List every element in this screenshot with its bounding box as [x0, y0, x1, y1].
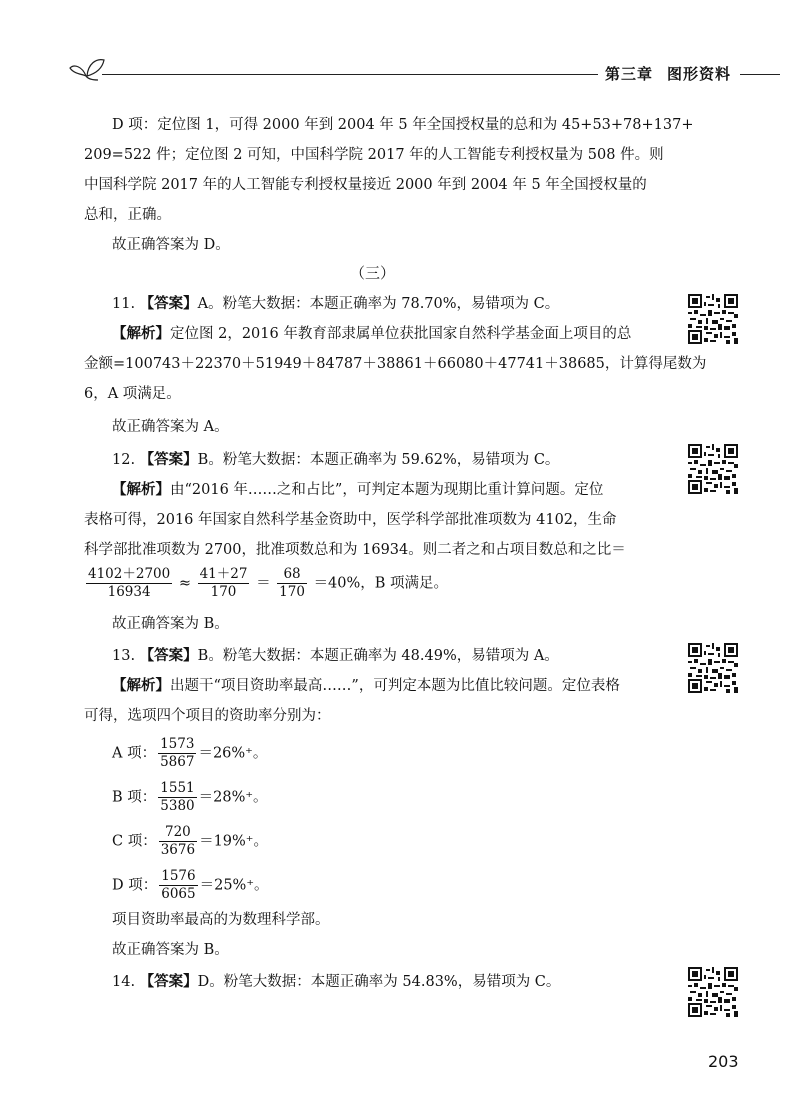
question-number: 13.	[112, 648, 136, 664]
fraction	[158, 736, 196, 771]
chapter-number: 第三章	[605, 65, 654, 83]
qr-code-icon	[688, 967, 738, 1017]
option-formula-a	[112, 736, 267, 771]
answer-text: B。粉笔大数据：本题正确率为 48.49%，易错项为 A。	[197, 648, 559, 664]
answer-line: 故正确答案为 D。	[112, 237, 230, 253]
qr-code-icon	[688, 294, 738, 344]
formula-line	[84, 566, 448, 601]
operator: ≈	[178, 575, 191, 592]
question-number: 11.	[112, 296, 136, 312]
paragraph-line: D 项：定位图 1，可得 2000 年到 2004 年 5 年全国授权量的总和为 45+53+78+137+	[112, 117, 694, 133]
denominator: 3676	[160, 842, 196, 858]
explanation-text: 定位图 2，2016 年教育部隶属单位获批国家自然科学基金面上项目的总	[170, 326, 632, 342]
numerator: 68	[277, 566, 307, 584]
option-label: D 项：	[112, 877, 158, 894]
question-14-answer	[112, 972, 560, 992]
explanation-text: 出题干“项目资助率最高……”，可判定本题为比值比较问题。定位表格	[170, 678, 620, 694]
chapter-title: 图形资料	[667, 65, 732, 83]
fraction	[277, 566, 307, 601]
fraction	[158, 780, 196, 815]
fraction	[86, 566, 172, 601]
operator: ＝	[256, 575, 271, 592]
numerator: 1573	[160, 736, 195, 752]
explanation-line: 6，A 项满足。	[84, 386, 181, 402]
answer-tag: 【答案】	[139, 296, 198, 312]
section-heading: （三）	[350, 264, 396, 282]
option-label: B 项：	[112, 789, 157, 806]
question-number: 14.	[112, 974, 136, 990]
formula-result: ＝40%，B 项满足。	[313, 575, 449, 592]
explanation-line	[112, 480, 603, 500]
answer-text: D。粉笔大数据：本题正确率为 54.83%，易错项为 C。	[197, 974, 561, 990]
option-label: C 项：	[112, 833, 157, 850]
option-formula-c	[112, 824, 268, 859]
explanation-tag: 【解析】	[112, 678, 170, 694]
explanation-line	[112, 676, 620, 696]
option-result: ＝26%⁺。	[198, 745, 268, 762]
option-formula-b	[112, 780, 268, 815]
explanation-line: 可得，选项四个项目的资助率分别为：	[84, 708, 331, 724]
answer-line: 故正确答案为 A。	[112, 419, 229, 435]
answer-tag: 【答案】	[139, 452, 198, 468]
answer-line: 故正确答案为 B。	[112, 942, 229, 958]
answer-line: 故正确答案为 B。	[112, 616, 229, 632]
option-result: ＝28%⁺。	[198, 789, 268, 806]
question-11-answer	[112, 294, 559, 314]
paragraph-line: 209=522 件；定位图 2 可知，中国科学院 2017 年的人工智能专利授权量为 508 件。则	[84, 147, 664, 163]
fraction	[159, 824, 197, 859]
denominator: 6065	[161, 886, 196, 902]
explanation-tag: 【解析】	[112, 326, 170, 342]
question-12-answer	[112, 450, 559, 470]
explanation-line: 项目资助率最高的为数理科学部。	[112, 912, 330, 928]
numerator: 1551	[160, 780, 195, 796]
answer-text: B。粉笔大数据：本题正确率为 59.62%，易错项为 C。	[197, 452, 560, 468]
paragraph-line: 中国科学院 2017 年的人工智能专利授权量接近 2000 年到 2004 年 5 年全国授权量的	[84, 177, 647, 193]
denominator: 5867	[160, 754, 195, 770]
numerator: 720	[159, 824, 197, 842]
option-result: ＝19%⁺。	[199, 833, 268, 850]
option-formula-d	[112, 868, 269, 903]
fraction	[198, 566, 250, 601]
question-13-answer	[112, 646, 559, 666]
explanation-line: 金额=100743＋22370＋51949＋84787＋38861＋66080＋47741＋38685，计算得尾数为	[84, 356, 707, 372]
answer-tag: 【答案】	[139, 648, 198, 664]
explanation-text: 由“2016 年……之和占比”，可判定本题为现期比重计算问题。定位	[170, 482, 604, 498]
explanation-line: 表格可得，2016 年国家自然科学基金资助中，医学科学部批准项数为 4102，生命	[84, 512, 617, 528]
answer-tag: 【答案】	[139, 974, 198, 990]
option-label: A 项：	[112, 745, 157, 762]
question-number: 12.	[112, 452, 136, 468]
numerator: 1576	[161, 868, 196, 884]
numerator: 41＋27	[199, 566, 248, 582]
paragraph-line: 总和，正确。	[84, 207, 171, 223]
explanation-line	[112, 324, 631, 344]
option-result: ＝25%⁺。	[199, 877, 269, 894]
page-number: 203	[708, 1052, 739, 1071]
explanation-tag: 【解析】	[112, 482, 170, 498]
qr-code-icon	[688, 643, 738, 693]
denominator: 5380	[160, 798, 195, 814]
denominator: 170	[279, 584, 305, 600]
numerator: 4102＋2700	[88, 566, 171, 582]
explanation-line: 科学部批准项数为 2700，批准项数总和为 16934。则二者之和占项目数总和之比＝	[84, 542, 626, 558]
answer-text: A。粉笔大数据：本题正确率为 78.70%，易错项为 C。	[197, 296, 560, 312]
fraction	[159, 868, 197, 903]
denominator: 16934	[107, 584, 151, 600]
qr-code-icon	[688, 444, 738, 494]
denominator: 170	[210, 584, 237, 600]
